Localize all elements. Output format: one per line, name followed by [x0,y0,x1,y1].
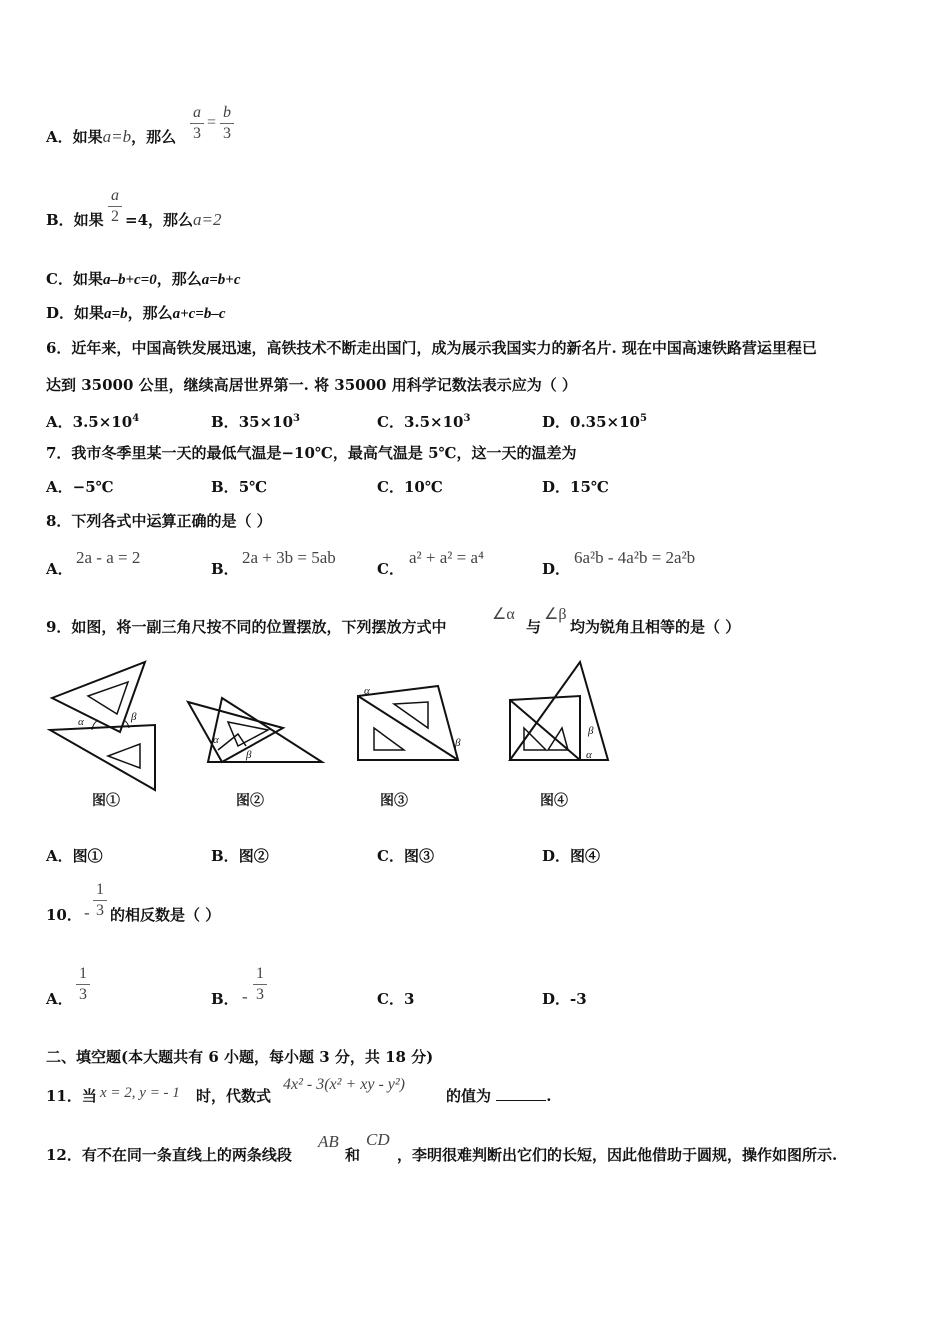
q5-option-d [46,303,226,324]
figure-4 [510,662,608,761]
fig1-alpha: α [78,716,84,728]
q10-d-text: -3 [570,990,587,1008]
q9-option-c [377,846,434,866]
q9-figures [0,650,950,820]
q5-b-label: B．如果 [46,211,104,229]
q7-option-c [377,477,443,497]
q6-b-base: 35×10 [238,413,294,431]
q11-end: . [546,1087,552,1105]
fig4-alpha: α [586,749,592,761]
q8-stem: 8．下列各式中运算正确的是（ ） [46,512,272,530]
q10-stem: 的相反数是（ ） [110,906,221,924]
figure-2 [188,698,322,762]
q12-post: ，李明很难判断出它们的长短，因此他借助于圆规，操作如图所示. [397,1146,838,1164]
q5-b-frac [108,187,122,226]
q6-c-base: 3.5×10 [403,413,464,431]
q10-minus: - [84,903,90,922]
q5-a-label: A．如果 [46,128,103,146]
q7-option-d [542,477,609,497]
q10-option-a-label: A． [46,990,73,1008]
q10-option-b-minus: - [242,987,248,1006]
q6-option-d [542,409,647,432]
q5-a-eq [207,114,216,132]
q5-b-concl: a=2 [193,210,222,229]
q6-d-label: D． [542,413,571,431]
section-2-title: 二、填空题(本大题共有 6 小题，每小题 3 分，共 18 分) [46,1048,434,1066]
q8-a-expr: 2a - a = 2 [76,548,141,567]
q6-a-label: A． [46,413,73,431]
q5-a-frac-left [190,104,204,143]
q5-c-cond: a–b+c=0 [102,272,157,288]
q10-option-b-frac [253,965,267,1004]
q9-c-text: 图③ [403,847,434,865]
q7-c-text: 10℃ [403,478,443,496]
q5-option-c [46,269,241,290]
q12-seg1: AB [318,1132,339,1151]
q6-c-label: C． [377,413,404,431]
q10-c-label: C． [377,990,404,1008]
q5-a-sep: ，那么 [131,128,177,146]
q7-a-label: A． [46,478,73,496]
q9-stem-pre: 9．如图，将一副三角尺按不同的位置摆放，下列摆放方式中 [46,618,447,636]
q12-seg2: CD [366,1130,390,1149]
q7-b-label: B． [211,478,239,496]
q9-stem-post: 均为锐角且相等的是（ ） [570,618,741,636]
q5-a-fracr-num: b [223,104,231,121]
q7-a-text: −5℃ [72,478,114,496]
q5-d-concl: a+c=b–c [172,306,226,322]
q6-option-c [377,409,470,432]
q9-c-label: C． [377,847,404,865]
q9-a-label: A． [46,847,73,865]
fig2-beta: β [246,749,252,761]
figure-3 [358,685,461,760]
q5-b-frac-num: a [111,187,119,204]
q5-a-fracl-num: a [193,104,201,121]
q6-a-exp: 4 [132,413,140,424]
q5-b-rest: =4，那么 [125,211,194,229]
q9-b-label: B． [211,847,239,865]
q7-d-label: D． [542,478,571,496]
q8-option-a: A． [46,560,73,578]
q7-b-text: 5℃ [238,478,268,496]
q7-d-text: 15℃ [570,478,609,496]
q9-a-text: 图① [72,847,103,865]
q10-frac-num: 1 [96,881,104,898]
q10-frac-den: 3 [96,902,104,919]
q5-a-fracl-den: 3 [193,125,201,142]
q10-frac [93,881,107,920]
q11-answer-blank[interactable] [496,1086,546,1101]
q10-c-text: 3 [403,990,415,1008]
q9-b-text: 图② [238,847,269,865]
q11-expr: 4x² - 3(x² + xy - y²) [283,1076,406,1093]
q9-beta: ∠β [544,606,567,623]
q7-c-label: C． [377,478,404,496]
q8-options [46,548,846,580]
q10-d-label: D． [542,990,571,1008]
q6-d-base: 0.35×10 [570,413,640,431]
q10-option-d [542,989,587,1009]
q5-a-fracr-den: 3 [223,125,231,142]
fig1-beta: β [131,711,137,723]
q5-option-a [46,127,176,147]
q6-stem-line1: 6．近年来，中国高铁发展迅速，高铁技术不断走出国门，成为展示我国实力的新名片. 现在中国高速铁路营运里程已 [46,339,817,357]
q10-a-den: 3 [79,986,87,1003]
q6-stem-line2: 达到 35000 公里，继续高居世界第一. 将 35000 用科学记数法表示应为（ ） [46,376,577,394]
q5-c-sep: ，那么 [156,270,202,288]
q5-d-label: D．如果 [46,304,105,322]
q12-and: 和 [345,1146,361,1164]
q8-c-expr: a² + a² = a⁴ [409,548,484,567]
q11-post [446,1086,551,1106]
q10-a-num: 1 [79,965,87,982]
q6-a-base: 3.5×10 [72,413,133,431]
fig4-caption: 图④ [540,794,568,809]
q9-alpha: ∠α [492,606,515,623]
q8-d-expr: 6a²b - 4a²b = 2a²b [574,548,696,567]
q5-a-cond: a=b [102,127,132,146]
q10-b-den: 3 [256,986,264,1003]
q11-post-text: 的值为 [446,1087,492,1105]
q10-option-c [377,989,414,1009]
figure-1 [50,662,155,790]
q6-b-label: B． [211,413,239,431]
fig4-beta: β [588,725,594,737]
q11-mid: 时，代数式 [196,1087,272,1105]
q12-pre: 12．有不在同一条直线上的两条线段 [46,1146,292,1164]
q9-d-label: D． [542,847,571,865]
q9-option-d [542,846,600,866]
q5-c-concl: a=b+c [201,272,241,288]
q9-stem [46,617,446,637]
q11-cond: x = 2, y = - 1 [100,1085,180,1101]
q6-option-b [211,409,300,432]
q8-option-b: B． [211,560,239,578]
q6-c-exp: 3 [463,413,471,424]
q5-a-frac-right [220,104,234,143]
q10-b-num: 1 [256,965,264,982]
q5-b-frac-den: 2 [111,208,119,225]
q5-option-b [46,210,104,230]
q9-option-b [211,846,269,866]
fig2-caption: 图② [236,794,264,809]
q9-d-text: 图④ [570,847,601,865]
q9-mid: 与 [526,618,542,636]
q5-a-eq-sign: = [207,114,217,131]
q8-option-d: D． [542,560,571,578]
q10-option-b-label: B． [211,990,239,1008]
fig2-alpha: α [213,734,219,746]
q11-pre: 11．当 [46,1087,97,1105]
q6-b-exp: 3 [293,413,300,424]
q8-option-c: C． [377,560,404,578]
fig3-beta: β [455,737,461,749]
q8-b-expr: 2a + 3b = 5ab [242,548,336,567]
q7-option-a [46,477,114,497]
q5-d-cond: a=b [104,306,128,322]
q5-c-label: C．如果 [46,270,103,288]
q10-number: 10． [46,906,82,924]
fig3-alpha: α [364,685,370,697]
q5-d-sep: ，那么 [127,304,173,322]
q10-option-a-frac [76,965,90,1004]
q6-d-exp: 5 [640,413,647,424]
fig1-caption: 图① [92,794,120,809]
q7-stem: 7．我市冬季里某一天的最低气温是−10℃，最高气温是 5℃，这一天的温差为 [46,444,577,462]
q9-option-a [46,846,103,866]
fig3-caption: 图③ [380,794,408,809]
q5-option-b-rest [125,210,222,230]
q7-option-b [211,477,267,497]
q6-option-a [46,409,139,432]
